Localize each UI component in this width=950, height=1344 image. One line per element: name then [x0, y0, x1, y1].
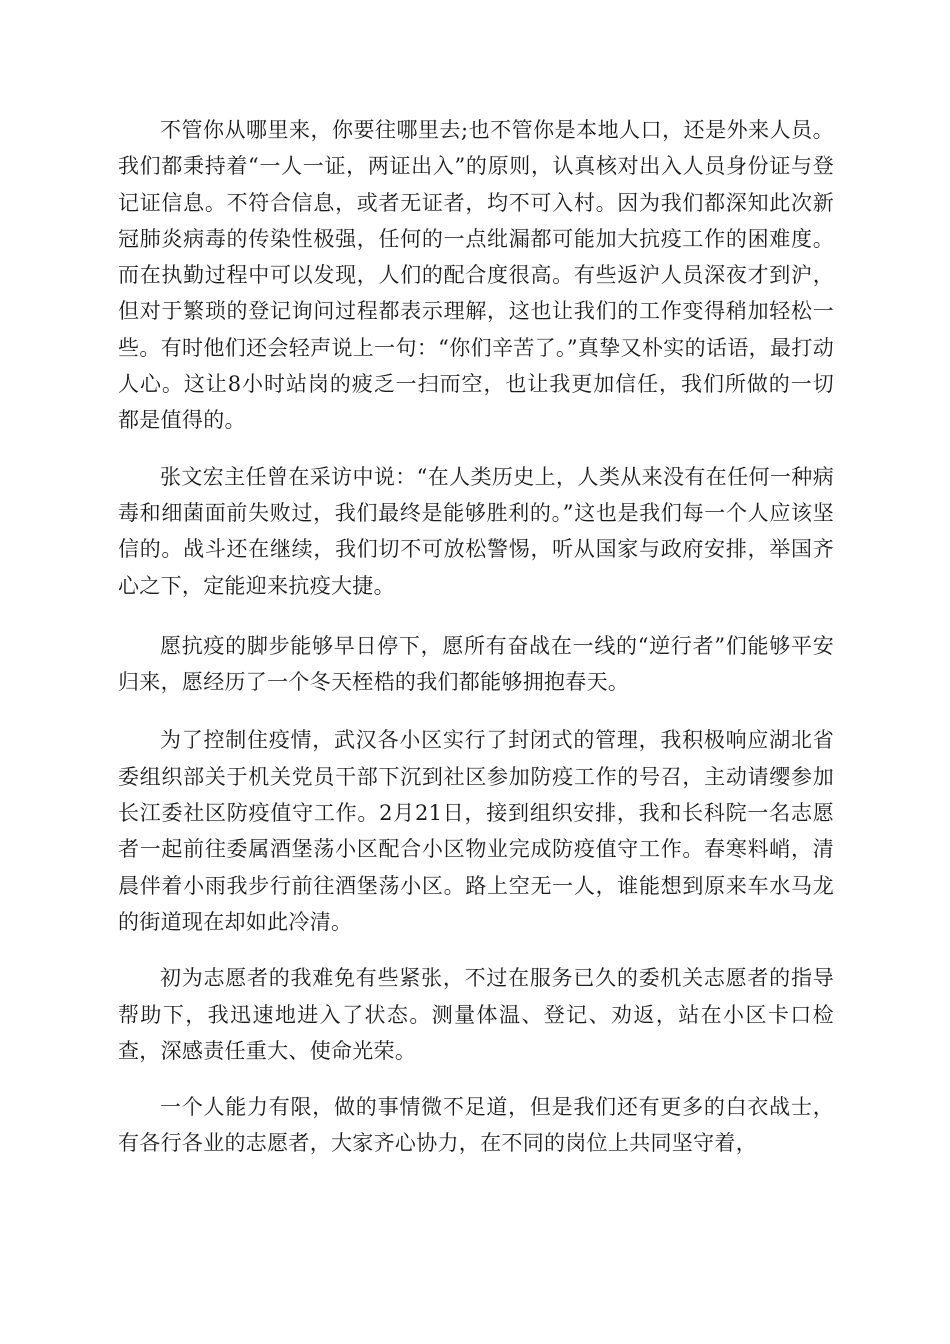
paragraph-wish: 愿抗疫的脚步能够早日停下，愿所有奋战在一线的“逆行者”们能够平安归来，愿经历了一个冬天桎梏的我们都能够拥抱春天。 [118, 633, 834, 695]
paragraph-checkpoint-duty: 不管你从哪里来，你要往哪里去;也不管你是本地人口，还是外来人员。我们都秉持着“一人一证，两证出入”的原则，认真核对出入人员身份证与登记证信息。不符合信息，或者无证者，均不可入村。因为我们都深知此次新冠肺炎病毒的传染性极强，任何的一点纰漏都可能加大抗疫工作的困难度。而在执勤过程中可以发现，人们的配合度很高。有些返沪人员深夜才到沪，但对于繁琐的登记询问过程都表示理解，这也让我们的工作变得稍加轻松一些。有时他们还会轻声说上一句：“你们辛苦了。”真挚又朴实的话语，最打动人心。这让8小时站岗的疲乏一扫而空，也让我更加信任，我们所做的一切都是值得的。 [118, 118, 834, 433]
paragraph-zhang-wenhong-quote: 张文宏主任曾在采访中说：“在人类历史上，人类从来没有在任何一种病毒和细菌面前失败过，我们最终是能够胜利的。”这也是我们每一个人应该坚信的。战斗还在继续，我们切不可放松警惕，听从国家与政府安排，举国齐心之下，定能迎来抗疫大捷。 [118, 464, 834, 598]
document-body [118, 112, 834, 1182]
paragraph-collective-effort: 一个人能力有限，做的事情微不足道，但是我们还有更多的白衣战士，有各行各业的志愿者，大家齐心协力，在不同的岗位上共同坚守着， [118, 1095, 834, 1156]
paragraph-wuhan-volunteer: 为了控制住疫情，武汉各小区实行了封闭式的管理，我积极响应湖北省委组织部关于机关党员干部下沉到社区参加防疫工作的号召，主动请缨参加长江委社区防疫值守工作。2月21日，接到组织安排，我和长科院一名志愿者一起前往委属酒堡荡小区配合小区物业完成防疫值守工作。春寒料峭，清晨伴着小雨我步行前往酒堡荡小区。路上空无一人，谁能想到原来车水马龙的街道现在却如此冷清。 [118, 728, 834, 934]
paragraph-first-time-volunteer: 初为志愿者的我难免有些紧张，不过在服务已久的委机关志愿者的指导帮助下，我迅速地进入了状态。测量体温、登记、劝返，站在小区卡口检查，深感责任重大、使命光荣。 [118, 966, 834, 1063]
